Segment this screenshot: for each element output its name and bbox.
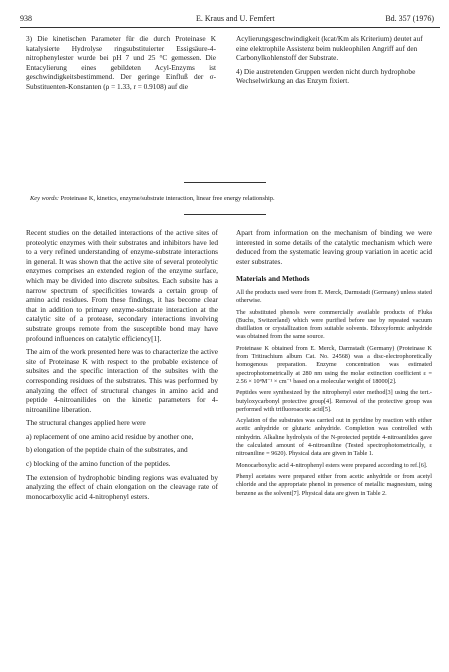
header-rule: [20, 27, 440, 28]
methods-p7: Phenyl acetates were prepared either from acetic anhydride or from acetyl chloride and the appropriate phenol in presence of metallic magnesium, using benzene as the solvent[7]. Physical data are given in Table 2.: [236, 472, 432, 497]
methods-p3: Proteinase K obtained from E. Merck, Darmstadt (Germany) (Proteinase K from Tritirachium album Cat. No. 24568) was a disc-electrophoretically homogenous preparation. Enzyme concentration was estimated spectrophotometrically at 280 nm using the molar extinction coefficient ε = 2.56 × 10⁴M⁻¹ × cm⁻¹ based on a molecular weight of 18000[2].: [236, 344, 432, 385]
keywords-line: [30, 195, 430, 202]
keywords-label: Key words:: [30, 195, 60, 202]
change-item-c: c) blocking of the amino function of the peptides.: [26, 459, 171, 469]
keywords-rule-top: [184, 182, 266, 183]
change-item-a: a) replacement of one amino acid residue by another one,: [26, 431, 194, 441]
methods-p6: Monocarboxylic acid 4-nitrophenyl esters were prepared according to ref.[6].: [236, 461, 428, 469]
page-number: 938: [20, 14, 32, 23]
german-summary-right: [236, 34, 432, 90]
running-authors: E. Kraus and U. Femfert: [196, 14, 275, 23]
changes-intro: The structural changes applied here were: [26, 418, 146, 428]
german-summary-left: [26, 34, 216, 96]
mechanism-paragraph: Apart from information on the mechanism of binding we were interested in some details of the catalytic mechanism which were deduced from the systematic leaving group variation in acetic acid ester substrates.: [236, 228, 432, 266]
change-item-b: b) elongation of the peptide chain of the substrates, and: [26, 445, 188, 455]
page-header: [20, 14, 440, 26]
left-column: [26, 228, 218, 505]
methods-body: [236, 289, 432, 498]
keywords-rule-bottom: [184, 214, 266, 215]
methods-p2: The substituted phenols were commercially available products of Fluka (Buchs, Switzerland) which were purified before use by repeated vacuum distillation or crystallization from suitable solvents. Ethoxyformic anhydride was obtained from the same source.: [236, 308, 432, 341]
intro-paragraph: Recent studies on the detailed interactions of the active sites of proteolytic enzymes with their substrates and inhibitors have led to a very refined understanding of enzyme-substrate interactions in general. It was shown that the active site of several proteolytic enzymes comprises an extended region of the enzyme surface, which may be divided into discrete subsites. Each subsite has a narrow spectrum of specificities towards a certain group of amino acid residues. From these findings, it has become clear that in addition to primary enzyme-substrate interaction at the catalytic site of a protease, secondary interactions involving substrate groups remote from the susceptible bond may have profound influences on catalytic efficiency[1].: [26, 228, 218, 343]
extension-paragraph: The extension of hydrophobic binding regions was evaluated by analyzing the effect of chain elongation on the cleavage rate of monocarboxylic acid 4-nitrophenyl esters.: [26, 472, 218, 501]
section-title: Materials and Methods: [236, 274, 310, 284]
volume-info: Bd. 357 (1976): [385, 14, 434, 23]
summary-point-3: 3) Die kinetischen Parameter für die durch Proteinase K katalysierte Hydrolyse ringsubstituierter Essigsäure-4-nitrophenylester wurde bei pH 7 und 25 °C gemessen. Die Entacylierung eines gebildeten Acyl-Enzyms ist geschwindigkeitsbestimmend. Der geringe Einfluß der σ-Substituenten-Konstanten (ρ = 1.33, r = 0.9108) auf die: [26, 34, 216, 91]
methods-p4: Peptides were synthesized by the nitrophenyl ester method[3] using the tert.-butyloxycarbonyl protective group[4]. Removal of the protective group was performed with trifluoroacetic acid[5].: [236, 389, 432, 413]
keywords-text: Proteinase K, kinetics, enzyme/substrate interaction, linear free energy relationship.: [60, 195, 275, 202]
right-column: [236, 228, 432, 501]
methods-p5: Acylation of the substrates was carried out in pyridine by reaction with either acetic anhydride or glutaric anhydride. Completion was controlled with ninhydrin. Alkaline hydrolysis of the N-protected peptide 4-nitroanilides gave the calculated amount of 4-nitroaniline (Tested spectrophotometrically, ε nitroaniline = 9620). Physical data are given in Table 1.: [236, 417, 432, 458]
summary-point-4: 4) Die austretenden Gruppen werden nicht durch hydrophobe Wechselwirkung an das Enzym fixiert.: [236, 66, 416, 86]
summary-point-3-cont: Acylierungsgeschwindigkeit (kcat/Km als Kriterium) deutet auf eine elektrophile Assistenz beim nukleophilen Angriff auf den Carbonylkohlenstoff der Substrate.: [236, 34, 423, 63]
methods-p1: All the products used were from E. Merck, Darmstadt (Germany) unless stated otherwise.: [236, 288, 432, 305]
aim-paragraph: The aim of the work presented here was to characterize the active site of Proteinase K with respect to the probable existence of subsites and the specific interaction of the subsites with the corresponding residues of the substrates. This was performed by analyzing the effect of structural changes in amino acid and peptide 4-nitroanilides on the kinetic parameters for 4-nitroaniline liberation.: [26, 347, 218, 414]
